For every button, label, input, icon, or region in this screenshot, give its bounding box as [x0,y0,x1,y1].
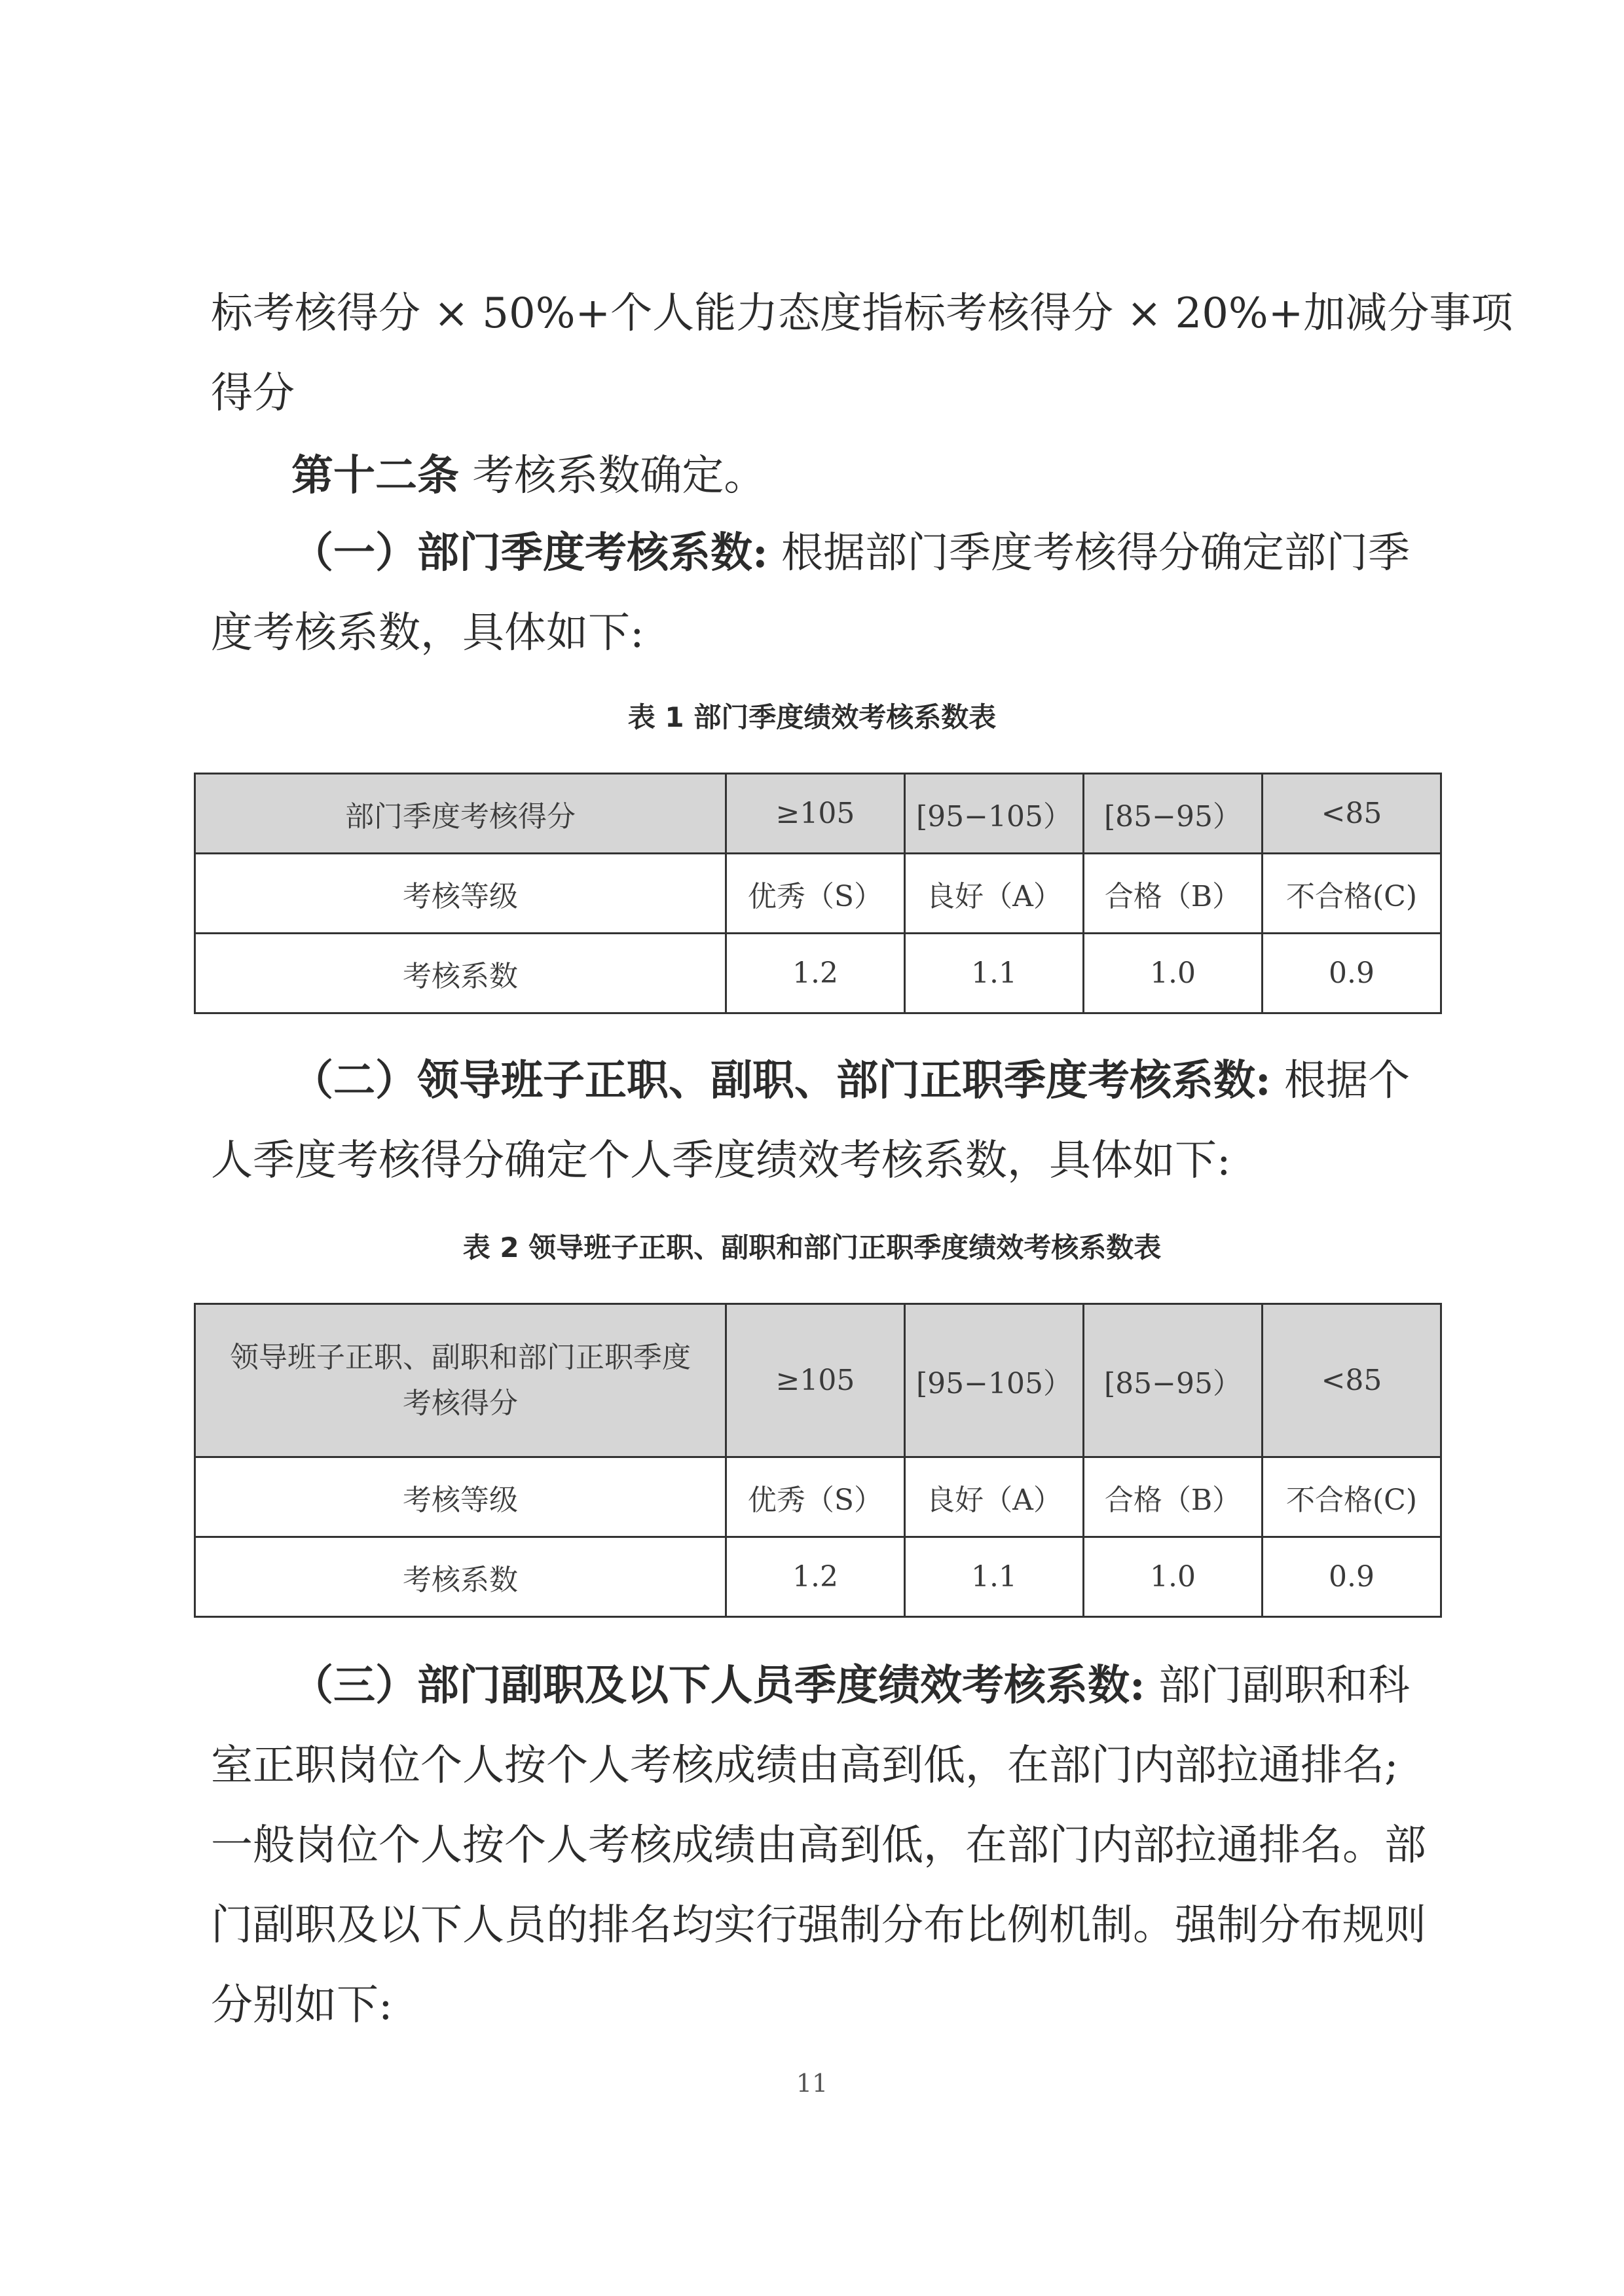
table-cell: 考核系数 [195,934,726,1013]
table-cell: [85−95） [1084,1304,1263,1457]
section-3-heading: （三）部门副职及以下人员季度绩效考核系数: [291,1661,1145,1710]
table-cell [195,1304,726,1457]
paragraph-line: 一般岗位个人按个人考核成绩由高到低，在部门内部拉通排名。部 [211,1821,1426,1870]
section-2-line [291,1045,1490,1117]
table-cell: [95−105） [905,1304,1084,1457]
article-title: 考核系数确定。 [459,452,766,500]
table-row [195,854,1441,934]
table-cell: 考核等级 [195,1457,726,1537]
table-1 [194,773,1442,1014]
section-2-heading: （二）领导班子正职、副职、部门正职季度考核系数: [291,1056,1271,1105]
table-cell: 考核系数 [195,1537,726,1617]
table-header-row [195,774,1441,854]
table-cell: 1.2 [726,934,905,1013]
section-1-text: 根据部门季度考核得分确定部门季 [767,529,1410,577]
table-cell: 良好（A） [905,854,1084,934]
table-cell: 优秀（S） [726,1457,905,1537]
article-number: 第十二条 [291,451,459,500]
table-cell: <85 [1263,1304,1441,1457]
table-cell: 1.0 [1084,1537,1263,1617]
article-12-heading [291,440,1490,512]
table-cell: ≥105 [726,1304,905,1457]
table-2-caption: 表 2 领导班子正职、副职和部门正职季度绩效考核系数表 [462,1231,1162,1264]
table-cell: 1.1 [905,934,1084,1013]
page-number: 11 [796,2069,828,2098]
paragraph-line: 得分 [211,369,295,418]
table-cell: 1.0 [1084,934,1263,1013]
header-line: 考核得分 [403,1386,518,1420]
table-cell: ≥105 [726,774,905,854]
paragraph-line: 门副职及以下人员的排名均实行强制分布比例机制。强制分布规则 [211,1901,1426,1950]
table-cell: [85−95） [1084,774,1263,854]
section-1-heading: （一）部门季度考核系数: [291,528,768,577]
table-cell: 1.2 [726,1537,905,1617]
paragraph-line: 标考核得分 × 50%+个人能力态度指标考核得分 × 20%+加减分事项 [211,289,1513,338]
table-cell: 考核等级 [195,854,726,934]
section-1-line [291,517,1490,589]
paragraph-line: 室正职岗位个人按个人考核成绩由高到低，在部门内部拉通排名; [211,1741,1399,1790]
table-cell: 1.1 [905,1537,1084,1617]
table-cell: 合格（B） [1084,1457,1263,1537]
table-row [195,1457,1441,1537]
table-cell: 合格（B） [1084,854,1263,934]
paragraph-line: 人季度考核得分确定个人季度绩效考核系数，具体如下: [211,1137,1231,1185]
table-cell: <85 [1263,774,1441,854]
table-header-row [195,1304,1441,1457]
table-row [195,934,1441,1013]
table-cell: [95−105） [905,774,1084,854]
paragraph-line: 度考核系数，具体如下: [211,609,644,657]
table-cell: 不合格(C) [1263,854,1441,934]
table-1-caption: 表 1 部门季度绩效考核系数表 [627,701,997,733]
table-cell: 优秀（S） [726,854,905,934]
table-cell: 不合格(C) [1263,1457,1441,1537]
header-line: 领导班子正职、副职和部门正职季度 [230,1340,691,1374]
table-cell: 部门季度考核得分 [195,774,726,854]
section-3-line [291,1650,1490,1722]
section-2-text: 根据个 [1270,1057,1410,1105]
paragraph-line: 分别如下: [211,1981,393,2030]
table-cell: 良好（A） [905,1457,1084,1537]
table-2 [194,1303,1442,1618]
table-row [195,1537,1441,1617]
table-cell: 0.9 [1263,1537,1441,1617]
section-3-text: 部门副职和科 [1145,1662,1410,1710]
table-cell: 0.9 [1263,934,1441,1013]
